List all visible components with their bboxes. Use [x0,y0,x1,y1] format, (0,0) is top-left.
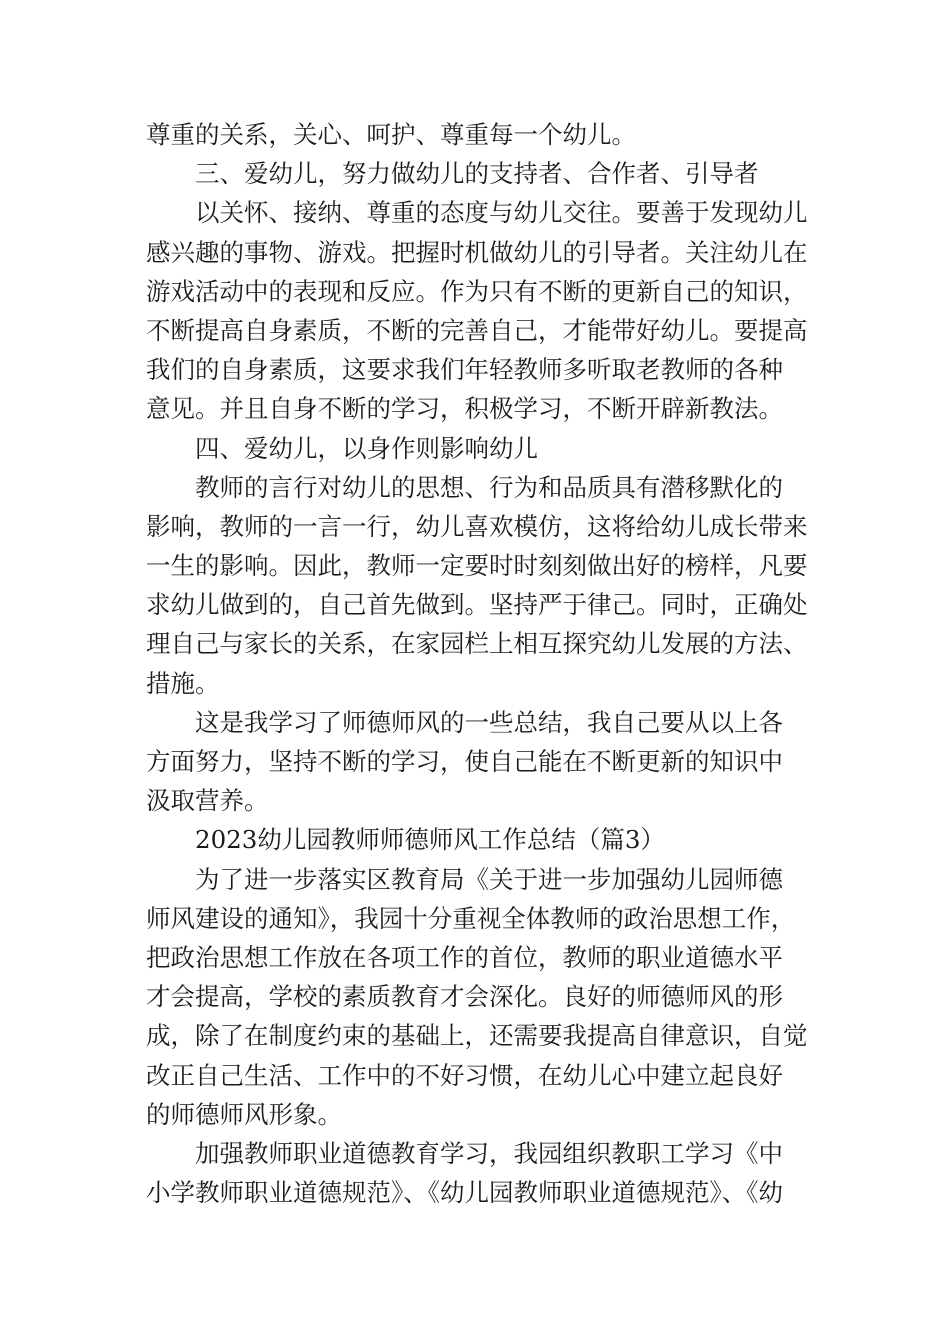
text-line: 求幼儿做到的，自己首先做到。坚持严于律己。同时，正确处 [146,590,808,620]
text-line: 的师德师风形象。 [146,1099,342,1129]
text-line: 为了进一步落实区教育局《关于进一步加强幼儿园师德 [195,864,783,894]
text-line: 理自己与家长的关系，在家园栏上相互探究幼儿发展的方法、 [146,629,808,659]
document-body [146,115,826,1212]
text-line: 加强教师职业道德教育学习，我园组织教职工学习《中 [195,1138,783,1168]
text-line: 影响，教师的一言一行，幼儿喜欢模仿，这将给幼儿成长带来 [146,511,808,541]
text-line: 尊重的关系，关心、呵护、尊重每一个幼儿。 [146,120,636,149]
text-line: 我们的自身素质，这要求我们年轻教师多听取老教师的各种 [146,355,783,385]
text-line: 这是我学习了师德师风的一些总结，我自己要从以上各 [195,707,783,737]
text-line: 才会提高，学校的素质教育才会深化。良好的师德师风的形 [146,982,783,1012]
section-heading: 三、爱幼儿，努力做幼儿的支持者、合作者、引导者 [195,159,759,189]
text-line: 游戏活动中的表现和反应。作为只有不断的更新自己的知识， [146,276,808,306]
text-line: 改正自己生活、工作中的不好习惯，在幼儿心中建立起良好 [146,1060,783,1090]
text-line: 意见。并且自身不断的学习，积极学习，不断开辟新教法。 [146,394,783,424]
text-line: 方面努力，坚持不断的学习，使自己能在不断更新的知识中 [146,747,783,776]
text-line: 不断提高自身素质，不断的完善自己，才能带好幼儿。要提高 [146,315,808,345]
article-title: 2023幼儿园教师师德师风工作总结（篇3） [195,825,665,855]
text-line: 一生的影响。因此，教师一定要时时刻刻做出好的榜样，凡要 [146,551,808,581]
text-line: 把政治思想工作放在各项工作的首位，教师的职业道德水平 [146,942,783,972]
section-heading: 四、爱幼儿，以身作则影响幼儿 [195,433,538,463]
text-line: 师风建设的通知》，我园十分重视全体教师的政治思想工作， [146,903,796,933]
text-line: 小学教师职业道德规范》、《幼儿园教师职业道德规范》、《幼 [146,1178,783,1208]
text-line: 以关怀、接纳、尊重的态度与幼儿交往。要善于发现幼儿 [195,198,808,228]
text-line: 措施。 [146,668,220,698]
text-line: 感兴趣的事物、游戏。把握时机做幼儿的引导者。关注幼儿在 [146,237,808,267]
text-line: 汲取营养。 [146,786,269,816]
text-line: 成，除了在制度约束的基础上，还需要我提高自律意识，自觉 [146,1021,808,1051]
text-line: 教师的言行对幼儿的思想、行为和品质具有潜移默化的 [195,472,783,502]
